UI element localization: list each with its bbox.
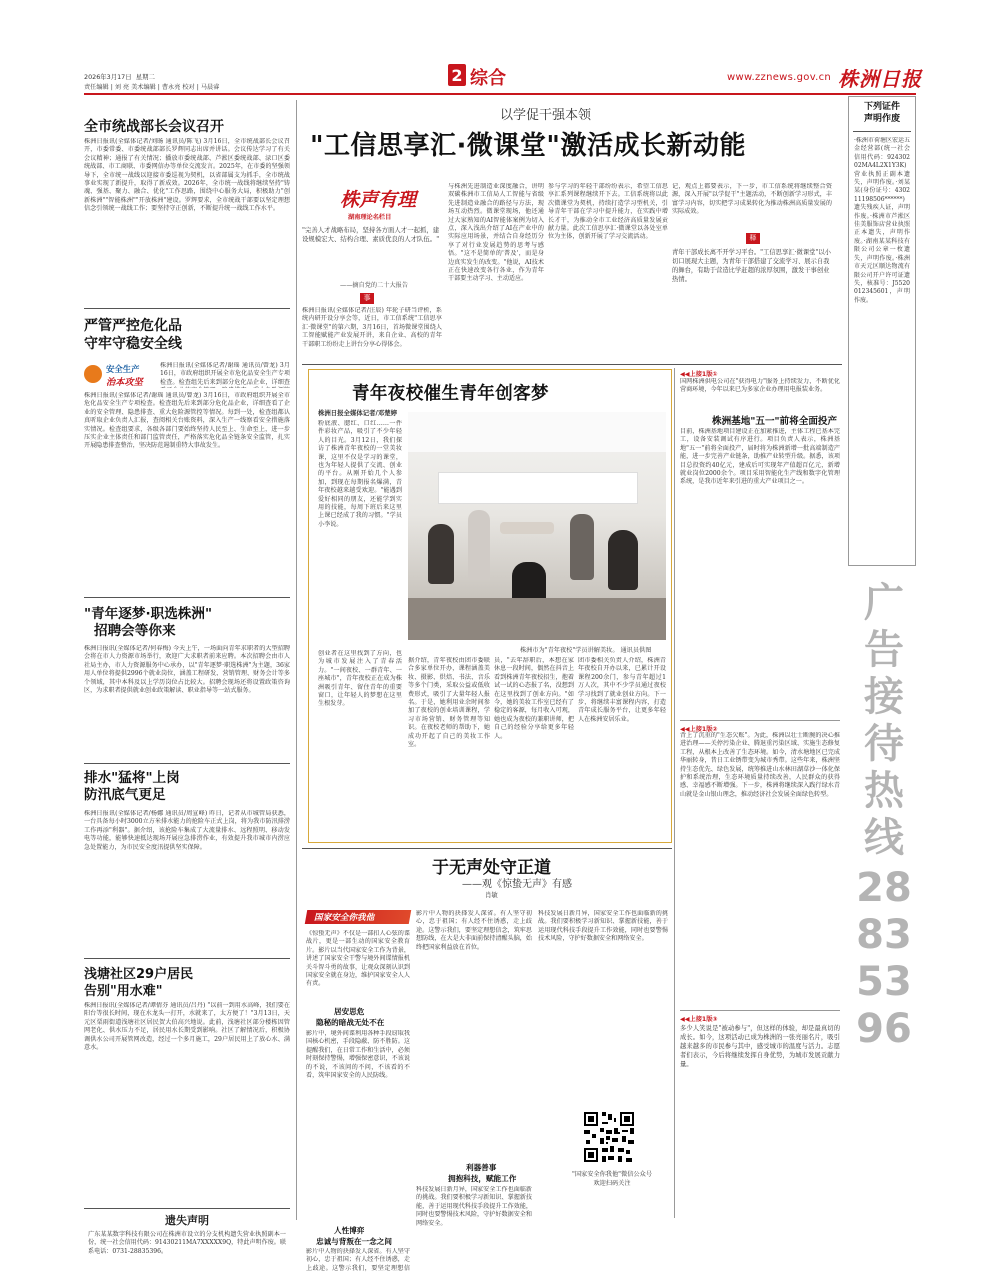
photo-person-2 [468, 510, 490, 580]
review-author: 肖敏 [485, 891, 498, 899]
photo-table [500, 522, 554, 534]
right-column-divider [674, 368, 675, 1218]
feature-body-col4: 团市委相关负责人介绍，株洲青年夜校自开办以来，已累计开设课程200余门，参与青年超过1万人次，其中不少学员通过夜校学习找到了就业创业方向。下一步，将继续丰富课程内容，打造青年成长服务平台，让更多年轻人在株洲安居乐业。 [578, 657, 666, 723]
photo-window [438, 472, 638, 504]
commentary-column-tag: 湖南理论名栏目 [348, 214, 392, 221]
feature-photo [408, 412, 666, 640]
ad-hotline-number[interactable]: 28835396 [856, 865, 912, 1052]
notices-title-line1: 下列证件 [863, 102, 900, 112]
weekday-text: 星期二 [135, 73, 155, 81]
lost-notice-body: 广东某某数字科技有限公司在株洲市设立的分支机构遗失营业执照副本一份，统一社会信用代码：91430211MA7XXXXX9Q，特此声明作废。联系电话：0731-28835396。 [88, 1231, 286, 1255]
article-body-hazmat: 株洲日报讯(全媒体记者/谢瑶 通讯员/曾龙) 3月16日，市政府组织开展全市危化品安全生产专项检查。检查组先后来到部分危化品企业，详细查看了企业的安全管理、隐患排查、重大危险源管控等情况。每到一处，检查组都认真听取企业负责人汇报，查阅相关台账资料，深入生产一线察看安全措施落实情况。检查组要求，各级各部门要始终坚持人民至上、生命至上，进一步压实企业主体责任和部门监管责任，严格落实危化品全链条安全监管，扎实开展隐患排查整治，坚决防范遏制重特大事故发生。 [84, 392, 290, 450]
editor-credits: 责任编辑 | 刘 亮 美术编辑 | 曹永亮 校对 | 马晨睿 [84, 84, 220, 91]
review-subhead-3b: 拥抱科技，赋能工作 [448, 1174, 517, 1183]
review-headline: 于无声处守正道 [432, 858, 551, 878]
review-subhead-3a: 利器善事 [466, 1163, 497, 1172]
badge-line2: 治本攻坚 [106, 377, 143, 388]
feature-body-left: 粉底液、腮红、口红……一件件彩妆产品，吸引了不少年轻人的目光。3月12日，我们探访了株洲青年夜校的一堂美妆课，这里不仅是学习的课堂，也为年轻人提供了交流、创业的平台。从刚开始几个人参加，到现在每期报名爆满，青年夜校越来越受欢迎。"能遇到爱好相同的朋友，还能学到实用的技能，每周下班后来这里上课已经成了我的习惯。"学员小李说。 [318, 420, 402, 528]
commentary-quote-source: ——摘自党的二十大报告 [340, 282, 409, 289]
qr-code-graphic [582, 1110, 636, 1164]
continuation-1-body: 目前，株洲基地项目建设正在加紧推进，主体工程已基本完工，设备安装调试有序进行。项目负责人表示，株洲基地"五一"前将全面投产，届时将为株洲新增一批高端制造产能，进一步完善产业链条，助推产业转型升级。据悉，该项目总投资约40亿元，建成后可实现年产值超百亿元，新增就业岗位2000余个。项目采用智能化生产线和数字化管理系统，是我市近年来引进的重大产业项目之一。 [680, 428, 840, 486]
qr-code-icon[interactable] [582, 1110, 636, 1164]
divider-3 [84, 763, 290, 764]
divider-right-1 [680, 720, 840, 721]
commentary-tag-shi2: 释 [746, 233, 760, 244]
review-subhead-1a: 居安思危 [334, 1007, 365, 1016]
qr-caption: "国家安全你我他"微信公众号 欢迎扫码关注 [572, 1171, 652, 1187]
continuation-3-label: ◀◀上接1版③ [680, 1016, 718, 1023]
notices-body: ·株洲市荷塘区宏运五金经营部(统一社会信用代码：92430202MA4L2X1Y3K)营业执照正副本遗失，声明作废。·刘某某(身份证号：430211198506******)遗失残疾人证，声明作废。·株洲市芦淞区佳美服饰店营业执照正本遗失，声明作废。·湖南某某科技有限公司公章一枚遗失，声明作废。·株洲市天元区顺达物流有限公司开户许可证遗失，核准号：J5520012345601，声明作废。 [854, 137, 910, 304]
commentary-col2: 与株洲先进制造业深度融合，讲明双碳株洲市工信局人工智能与省级先进制造业融合的路径与方法，现场互动热烈。微课堂现场，他还通过大家熟知的AI智能体案例为切入点，深入浅出介绍了AI在产业中的实际应用场景，并结合自身经历分享了对行业发展趋势的思考与感悟。"这不是简单的'普及'，而是身边真实发生的改变。"他说，AI技术正在快速改变各行各业，作为青年干部要主动学习、主动适应。 [448, 183, 544, 283]
badge-line1: 安全生产 [106, 364, 140, 374]
commentary-shi-body: 株洲日报讯(全媒体记者/汪辰) 年轮子研当评析，系统内研开设分享会等，近日，市工信系统"工信思享汇·微课堂"的第六期，3月16日，首场微课堂围绕人工智能赋能产业发展开讲，来自企业、高校的青年干部职工纷纷走上讲台分享心得体会。 [302, 307, 442, 348]
kicker: 以学促干强本领 [500, 108, 592, 123]
date-text: 2026年3月17日 [84, 73, 132, 81]
photo-person-3 [570, 514, 594, 580]
article-title-drainage-line1: 排水"猛将"上岗 [84, 770, 180, 786]
article-title-united-front: 全市统战部长会议召开 [84, 119, 224, 135]
main-headline: "工信思享汇·微课堂"激活成长新动能 [310, 131, 746, 161]
article-body-united-front: 株洲日报讯(全媒体记者/刘旸 通讯员/陈飞) 3月16日，全市统战部长会议召开，市委常委、市委统战部部长罗辉同志出席并讲话。会议传达学习了有关会议精神；通报了有关情况；播放市委统战部、芦淞区委统战部、渌口区委统战部、市工商联、市委网信办等单位交流发言。2025年，在市委的坚强领导下，全市统一战线以迎接市委巡视为契机，以省部属支为抓手，全市统战事业实现了新提升，取得了新成效。2026年，全市统一战线将继续坚持"铸魂、强基、聚力、融合、优化"工作思路，围绕中心服务大局，积极助力"创新株洲""智能株洲""开放株洲"建设。罗辉要求，全市统战干部要以坚定理想信念引领统一战线工作；要坚持守正创新，不断提升统一战线工作水平。 [84, 138, 290, 213]
commentary-shi2-body: 青年干部成长离不开学习平台。"工信思享汇·微课堂"以小切口展现大主题，为青年干部搭建了交流学习、展示自我的舞台，有助于营造比学赶超的浓厚氛围，激发干事创业热情。 [672, 249, 831, 283]
article-title-hazmat-line2: 守牢守稳安全线 [84, 336, 182, 352]
feature-headline: 青年夜校催生青年创客梦 [352, 384, 549, 404]
article-title-job-fair [84, 606, 212, 640]
divider-commentary [302, 364, 842, 365]
section-name: 综合 [470, 68, 506, 89]
review-logo-text: 国家安全你我他 [314, 913, 375, 923]
feature-byline: 株洲日报全媒体记者/邓楚婷 [318, 409, 398, 417]
notices-title-line2: 声明作废 [863, 114, 900, 124]
photo-ceiling [408, 412, 666, 452]
paper-logo: 株洲日报 [838, 67, 922, 91]
review-subhead-2b: 忠诚与背叛在一念之间 [316, 1237, 392, 1246]
ad-hotline-label: 广告接待热线 [864, 580, 904, 861]
notices-title [849, 97, 915, 125]
article-title-water-line1: 浅塘社区29户居民 [84, 967, 194, 982]
safety-campaign-badge [84, 362, 156, 390]
continuation-2-label: ◀◀上接1版② [680, 726, 718, 733]
continuation-2-body: 背上了沉重的"生态欠账"。为此，株洲以壮士断腕的决心推进治理——关停污染企业、腾退重污染区域、实施生态修复工程，从根本上改善了生态环境。如今，清水塘地区已完成华丽转身，昔日工业锈带变为城市秀带。这些年来，株洲坚持生态优先、绿色发展，统筹推进山水林田湖草沙一体化保护和系统治理，生态环境质量持续改善，人民群众的获得感、幸福感不断增强。下一步，株洲将继续深入践行绿水青山就是金山银山理念，推动经济社会发展全面绿色转型。 [680, 732, 840, 798]
photo-person-4 [608, 530, 638, 590]
lost-notice-box [84, 1208, 290, 1274]
review-col2: 影片中人物的抉择发人深省。有人坚守初心，忠于祖国；有人经不住诱惑，走上歧途。这警示我们，要坚定理想信念，筑牢思想防线，在大是大非面前保持清醒头脑，始终把国家利益放在首位。 [416, 910, 532, 951]
article-title-job-fair-line1: "青年逐梦·职选株洲" [84, 606, 213, 622]
commentary-col4: 记，观点上都要表示，下一步，市工信系统将继续整合资源，深入开展"以学促干"主题活动，不断创新学习形式，丰富学习内容，切实把学习成果转化为推动株洲高质量发展的实际成效。 [672, 183, 832, 216]
feature-body-col3: 员，"去年辞职后，本想在家休息一段时间，偶然在抖音上看到株洲青年夜校招生，抱着试一试的心态报了名，没想到在这里找到了创业方向。"如今，她的美妆工作室已经有了稳定的客源，每月收入可观，她也成为夜校的兼职讲师，把自己的经验分享给更多年轻人。 [494, 657, 574, 740]
continuation-1-lead: 国网株洲供电公司在"获得电力"服务上持续发力，不断优化营商环境，今年以来已为多家企业办理用电报装业务。 [680, 378, 840, 394]
review-section-logo [306, 910, 410, 924]
article-body-drainage: 株洲日报讯(全媒体记者/杨娜 通讯员/周宣峰) 昨日，记者从市城管局获悉，一台具备每小时3000立方米排水能力的抢险车正式上岗，将为我市防汛排涝工作再添"利器"。据介绍，该抢险车集成了大流量排水、远程照明、移动发电等功能，能够快速抵达现场开展应急排涝作业，有效提升我市城市内涝应急处置能力，为市民安全度汛提供坚实保障。 [84, 810, 290, 851]
masthead-rule [84, 93, 916, 95]
divider-review [302, 848, 672, 849]
divider-2 [84, 597, 290, 598]
article-title-water [84, 966, 193, 1000]
article-title-job-fair-line2: 招聘会等你来 [94, 623, 176, 639]
commentary-tag-shi: 事 [360, 293, 374, 304]
shield-icon [84, 365, 102, 383]
article-title-drainage [84, 770, 180, 804]
issue-date [84, 72, 155, 81]
review-intro: 《惊蛰无声》不仅是一部扣人心弦的谍战片，更是一部生动的国家安全教育片。影片以当代国家安全工作为背景，讲述了国家安全干警与境外间谍情报机关斗智斗勇的故事，让观众深刻认识到国家安全就在身边，维护国家安全人人有责。 [306, 930, 410, 988]
review-subhead-1b: 隐秘的暗战无处不在 [316, 1018, 385, 1027]
notices-divider [853, 131, 911, 132]
photo-floor [408, 598, 666, 640]
section-number: 2 [451, 65, 463, 85]
continuation-3-body: 多少人笑说是"被动参与"，但这样的体验，却是最真切的成长。如今，这项活动已成为株洲的一张亮丽名片，吸引越来越多的市民参与其中，感受城市的温度与活力。志愿者们表示，今后将继续发挥自身优势，为城市发展贡献力量。 [680, 1025, 840, 1068]
commentary-col3: 参与学习的年轻干部纷纷表示，希望工信思享汇系列课程继续开下去。工信系统将以此次微课堂为契机，持续打造学习型机关，引导青年干部在学习中提升能力，在实践中增长才干，为推动全市工业经济高质量发展贡献力量。此次工信思享汇·微课堂以各处室单位为主体，创新开展了学习交流活动。 [548, 183, 668, 241]
lost-notice-title: 遗失声明 [165, 1214, 209, 1227]
feature-photo-caption: 株洲市为"青年夜校"学员讲解美妆。 通讯员供图 [520, 647, 652, 654]
review-body-1: 影片中，境外间谍利用各种手段窃取我国核心机密，手段隐蔽、防不胜防。这提醒我们，在日常工作和生活中，必须时刻保持警惕，增强保密意识，不该说的不说，不该问的不问，不该看的不看，筑牢国家安全的人民防线。 [306, 1030, 410, 1080]
left-column-divider [296, 100, 297, 1220]
review-subhead: ——观《惊蛰无声》有感 [462, 879, 572, 890]
article-lead-hazmat: 株洲日报讯(全媒体记者/谢瑶 通讯员/曾龙) 3月16日，市政府组织开展全市危化品安全生产专项检查。检查组先后来到部分危化品企业，详细查 [160, 362, 290, 386]
article-title-hazmat-line1: 严管严控危化品 [84, 318, 182, 334]
photo-person-1 [428, 524, 454, 584]
lost-notice-rule [84, 1208, 290, 1209]
continuation-1-label: ◀◀上接1版① [680, 371, 718, 378]
feature-body-left-cont: 创业者在这里找到了方向，也为城市发展注入了青春活力。"一间夜校、一群青年、一座城市"，青年夜校正在成为株洲吸引青年、留住青年的重要窗口，让年轻人的梦想在这里生根发芽。 [318, 650, 402, 708]
article-title-water-line2: 告别"用水难" [84, 984, 163, 999]
review-col3: 科技发展日新月异，国家安全工作也面临新的挑战。我们要积极学习新知识、掌握新技能，善于运用现代科技手段提升工作效能，同时也要警惕技术风险，守护好数据安全和网络安全。 [538, 910, 668, 943]
review-subhead-2a: 人性博弈 [334, 1226, 365, 1235]
feature-body-mid: 据介绍，青年夜校由团市委联合多家单位开办，课程涵盖美妆、摄影、烘焙、书法、音乐等多个门类，采取公益或低收费形式，吸引了大量年轻人报名。于是，她利用业余时间参加了夜校的创业培训课程，学习市场营销、财务管理等知识。在夜校老师的帮助下，她成功开起了自己的美妆工作室。 [408, 657, 490, 749]
commentary-quote: "完善人才战略布局，坚持各方面人才一起抓，建设规模宏大、结构合理、素质优良的人才队伍。" [302, 226, 440, 243]
divider-right-2 [680, 1010, 840, 1011]
divider-1 [84, 308, 290, 309]
website-url[interactable]: www.zznews.gov.cn [727, 72, 832, 83]
notices-box [848, 96, 916, 566]
divider-4 [84, 958, 290, 959]
article-body-job-fair: 株洲日报讯(全媒体记者/何春梅) 今天上午，一场面向青年求职者的大型招聘会将在市人力资源市场举行，欢迎广大求职者前来应聘。本次招聘会由市人社局主办，市人力资源服务中心承办，以"青年逐梦·职选株洲"为主题，36家用人单位将提供2996个就业岗位，涵盖工程研发、营销管理、财务会计等多个领域，其中本科及以上学历岗位占比较大。招聘会现场还将设置政策咨询区，为求职者提供就业创业政策解读、职业指导等一站式服务。 [84, 645, 290, 695]
article-title-drainage-line2: 防汛底气更足 [84, 787, 166, 803]
commentary-logo: 株声有理 [340, 189, 417, 211]
section-number-badge [448, 64, 466, 86]
review-body-2: 影片中人物的抉择发人深省。有人坚守初心，忠于祖国；有人经不住诱惑，走上歧途。这警示我们，要坚定理想信 [306, 1248, 410, 1272]
continuation-1-title: 株洲基地"五一"前将全面投产 [712, 416, 838, 427]
review-body-3: 科技发展日新月异，国家安全工作也面临新的挑战。我们要积极学习新知识、掌握新技能，善于运用现代科技手段提升工作效能，同时也要警惕技术风险，守护好数据安全和网络安全。 [416, 1186, 532, 1227]
article-body-water: 株洲日报讯(全媒体记者/谭倩芬 通讯员/吕丹) "以前一到用水高峰，我们要在阳台等很长时间，现在水龙头一打开，水就来了，太方便了！"3月13日，天元区栗雨街道浅塘社区居民贺大伯高兴地说。此前，浅塘社区部分楼栋因管网老化、供水压力不足，居民用水长期受到影响。社区了解情况后，积极协调供水公司开展管网改造，经过一个多月施工，29户居民用上了放心水、满意水。 [84, 1002, 290, 1052]
article-title-hazmat [84, 317, 182, 353]
